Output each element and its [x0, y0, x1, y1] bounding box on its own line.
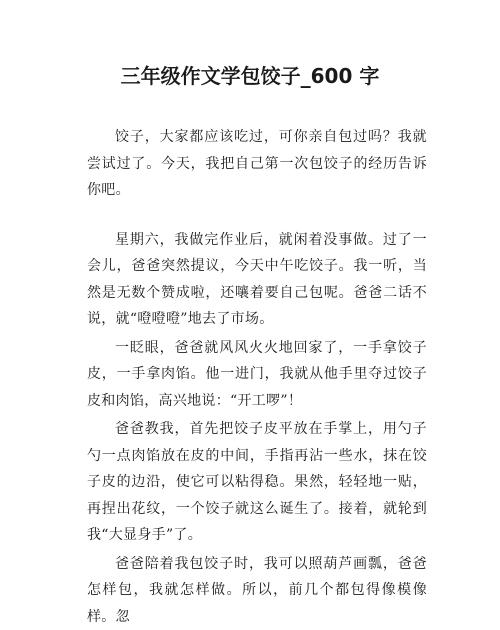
paragraph-dad-returns: 一眨眼，爸爸就风风火火地回家了，一手拿饺子皮，一手拿肉馅。他一进门，我就从他手里夺过饺子皮和肉馅，高兴地说：“开工啰”！	[87, 335, 427, 415]
paragraph-saturday: 星期六，我做完作业后，就闲着没事做。过了一会儿，爸爸突然提议，今天中午吃饺子。我一听，当然是无数个赞成啦，还嚷着要自己包呢。爸爸二话不说，就“噔噔噔”地去了市场。	[87, 227, 427, 333]
document-title: 三年级作文学包饺子_600 字	[0, 62, 500, 90]
paragraph-intro: 饺子，大家都应该吃过，可你亲自包过吗？我就尝试过了。今天，我把自己第一次包饺子的经历告诉你吧。	[87, 124, 427, 204]
document-body	[87, 124, 427, 630]
paragraph-dad-teaches: 爸爸教我，首先把饺子皮平放在手掌上，用勺子勺一点肉馅放在皮的中间，手指再沾一些水，抹在饺子皮的边沿，使它可以粘得稳。果然，轻轻地一贴，再捏出花纹，一个饺子就这么诞生了。接着，就轮到我“大显身手”了。	[87, 416, 427, 549]
paragraph-wrapping: 爸爸陪着我包饺子时，我可以照葫芦画瓢，爸爸怎样包，我就怎样做。所以，前几个都包得像模像样。忽	[87, 551, 427, 630]
